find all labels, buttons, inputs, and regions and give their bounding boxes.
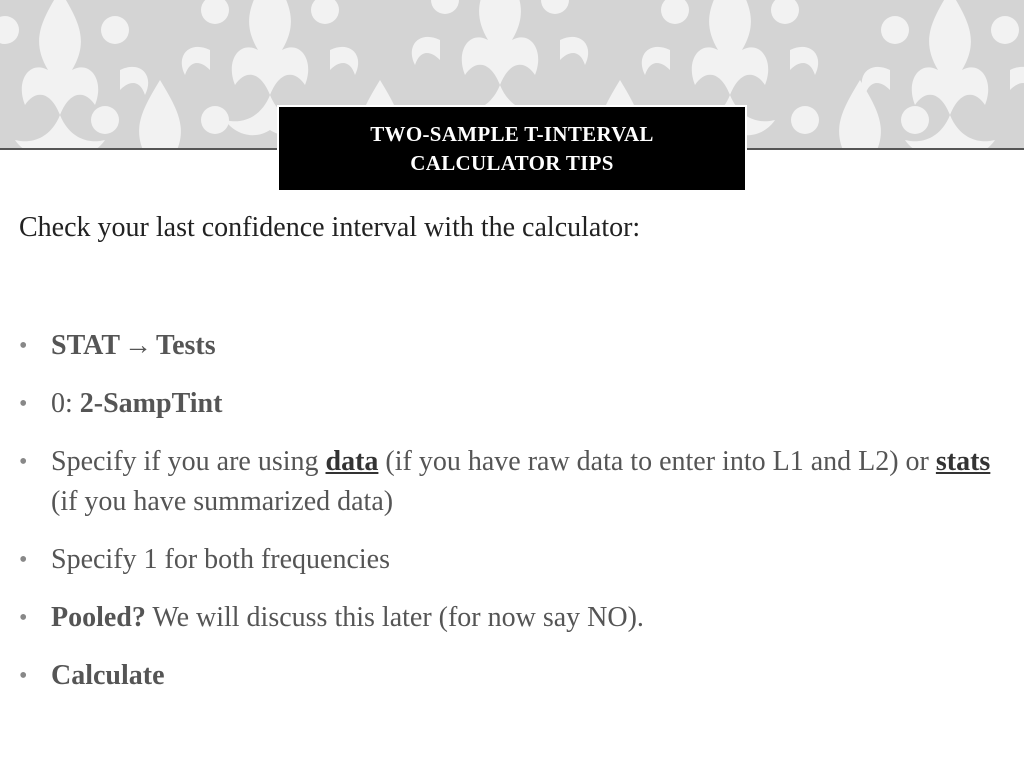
bullet-pooled <box>19 598 1009 638</box>
calculate-label: Calculate <box>51 660 165 691</box>
bullet-dot-icon: • <box>19 391 28 417</box>
bullet-dot-icon: • <box>19 333 28 359</box>
bullet-list <box>19 326 1009 714</box>
pooled-label: Pooled? <box>51 602 146 633</box>
slide-title <box>280 108 744 189</box>
bullet-calculate <box>19 656 1009 696</box>
tests-label: Tests <box>156 330 216 361</box>
menu-number: 0: <box>51 388 80 419</box>
title-line-2: CALCULATOR TIPS <box>410 150 614 175</box>
bullet-dot-icon: • <box>19 547 28 573</box>
stat-label: STAT <box>51 330 120 361</box>
frequencies-text: Specify 1 for both frequencies <box>51 544 390 575</box>
pooled-text: We will discuss this later (for now say NO). <box>145 602 644 633</box>
intro-text: Check your last confidence interval with the calculator: <box>19 212 641 243</box>
specify-text-1: Specify if you are using <box>51 446 326 477</box>
arrow-right-icon: → <box>124 330 152 361</box>
data-term: data <box>325 446 379 477</box>
2samptint-label: 2-SampTint <box>79 388 223 419</box>
bullet-dot-icon: • <box>19 663 28 689</box>
specify-text-3: (if you have summarized data) <box>51 486 394 517</box>
specify-text-2: (if you have raw data to enter into L1 and L2) or <box>378 446 936 477</box>
bullet-dot-icon: • <box>19 605 28 631</box>
bullet-frequencies <box>19 540 1009 580</box>
bullet-stat-tests <box>19 326 1009 366</box>
bullet-2samptint <box>19 384 1009 424</box>
title-line-1: TWO-SAMPLE T-INTERVAL <box>370 121 654 146</box>
title-box <box>277 105 747 192</box>
bullet-data-or-stats <box>19 442 1009 522</box>
bullet-dot-icon: • <box>19 449 28 475</box>
stats-term: stats <box>935 446 991 477</box>
